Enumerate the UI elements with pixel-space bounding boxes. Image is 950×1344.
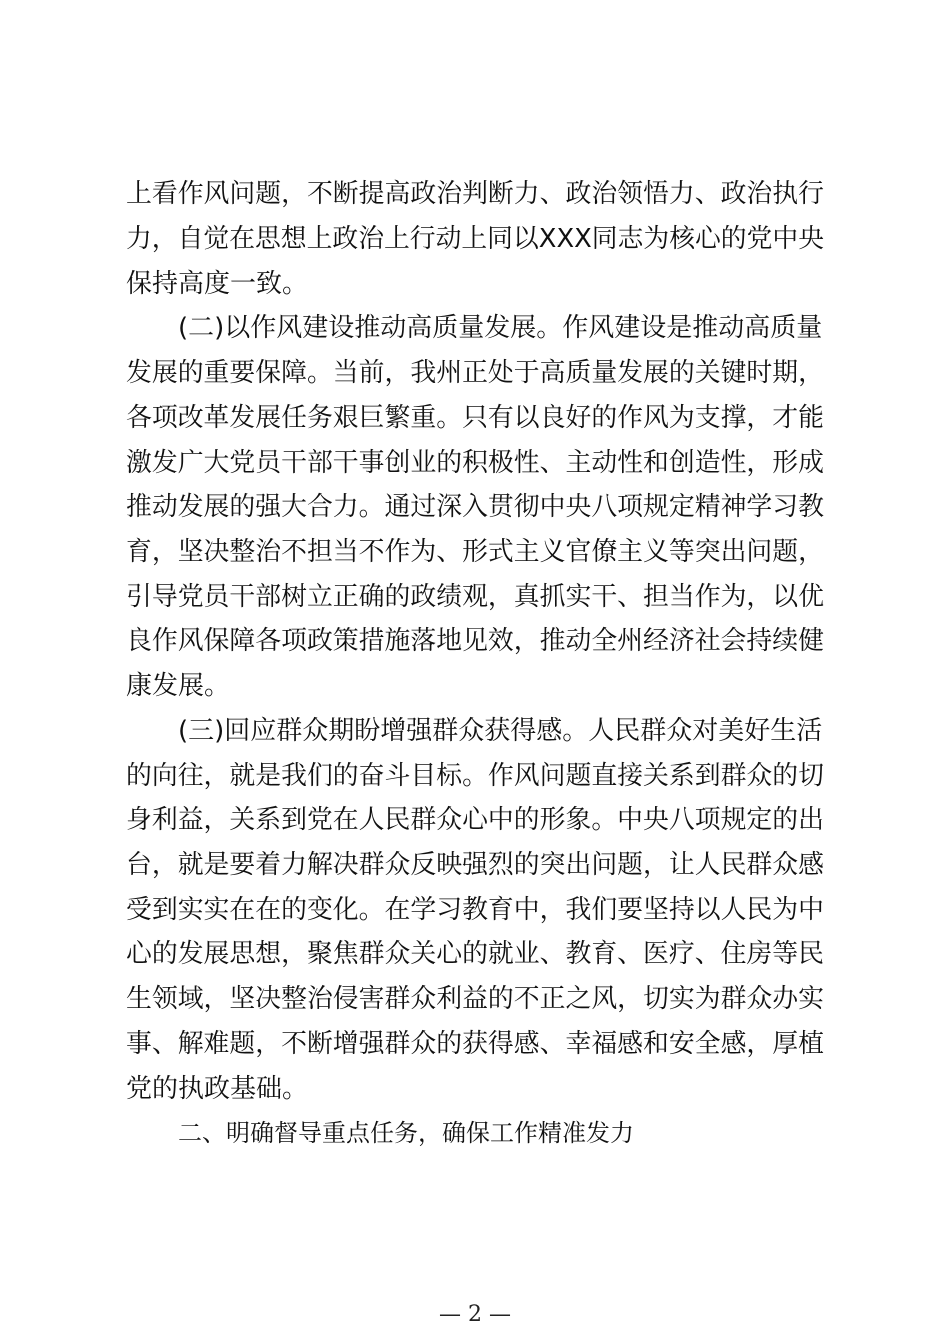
- line-text: 推动发展的强大合力。通过深入贯彻中央八项规定精神学习教: [126, 492, 824, 522]
- body-text-line: [0, 932, 950, 976]
- line-text: 受到实实在在的变化。在学习教育中，我们要坚持以人民为中: [126, 895, 824, 925]
- body-text-line: [0, 172, 950, 216]
- line-text: 育，坚决整治不担当不作为、形式主义官僚主义等突出问题，: [126, 537, 824, 567]
- line-text: 的向往，就是我们的奋斗目标。作风问题直接关系到群众的切: [126, 761, 824, 791]
- line-text: (二)以作风建设推动高质量发展。作风建设是推动高质量: [178, 313, 823, 343]
- section-heading: [0, 1111, 950, 1155]
- line-text: 党的执政基础。: [126, 1074, 309, 1104]
- line-text: 发展的重要保障。当前，我州正处于高质量发展的关键时期，: [126, 358, 824, 388]
- body-text-line: [0, 1022, 950, 1066]
- line-text: 良作风保障各项政策措施落地见效，推动全州经济社会持续健: [126, 626, 824, 656]
- line-text: (三)回应群众期盼增强群众获得感。人民群众对美好生活: [178, 716, 823, 746]
- body-text-line: [0, 530, 950, 574]
- body-text-line: [0, 619, 950, 663]
- section-heading-text: 二、明确督导重点任务，确保工作精准发力: [178, 1119, 634, 1147]
- line-text: 上看作风问题，不断提高政治判断力、政治领悟力、政治执行: [126, 179, 824, 209]
- body-text-line: [0, 798, 950, 842]
- subheading-line: [0, 306, 950, 350]
- body-text-line: [0, 843, 950, 887]
- line-text: 力，自觉在思想上政治上行动上同以XXX同志为核心的党中央: [126, 224, 824, 254]
- body-text-line: [0, 754, 950, 798]
- page-number: — 2 —: [439, 1302, 511, 1327]
- body-text-line: [0, 485, 950, 529]
- body-text-line: [0, 977, 950, 1021]
- body-text-line: [0, 1067, 950, 1111]
- line-text: 激发广大党员干部干事创业的积极性、主动性和创造性，形成: [126, 448, 824, 478]
- body-text-line: [0, 262, 950, 306]
- line-text: 生领域，坚决整治侵害群众利益的不正之风，切实为群众办实: [126, 984, 824, 1014]
- line-text: 保持高度一致。: [126, 269, 309, 299]
- line-text: 各项改革发展任务艰巨繁重。只有以良好的作风为支撑，才能: [126, 403, 824, 433]
- body-text-line: [0, 888, 950, 932]
- subheading-line: [0, 709, 950, 753]
- line-text: 事、解难题，不断增强群众的获得感、幸福感和安全感，厚植: [126, 1029, 824, 1059]
- line-text: 身利益，关系到党在人民群众心中的形象。中央八项规定的出: [126, 805, 824, 835]
- body-text-line: [0, 351, 950, 395]
- line-text: 心的发展思想，聚焦群众关心的就业、教育、医疗、住房等民: [126, 939, 824, 969]
- body-text-line: [0, 396, 950, 440]
- body-text-line: [0, 441, 950, 485]
- line-text: 康发展。: [126, 671, 231, 701]
- body-text-line: [0, 217, 950, 261]
- line-text: 引导党员干部树立正确的政绩观，真抓实干、担当作为，以优: [126, 582, 824, 612]
- body-text-line: [0, 664, 950, 708]
- body-text-line: [0, 575, 950, 619]
- line-text: 台，就是要着力解决群众反映强烈的突出问题，让人民群众感: [126, 850, 824, 880]
